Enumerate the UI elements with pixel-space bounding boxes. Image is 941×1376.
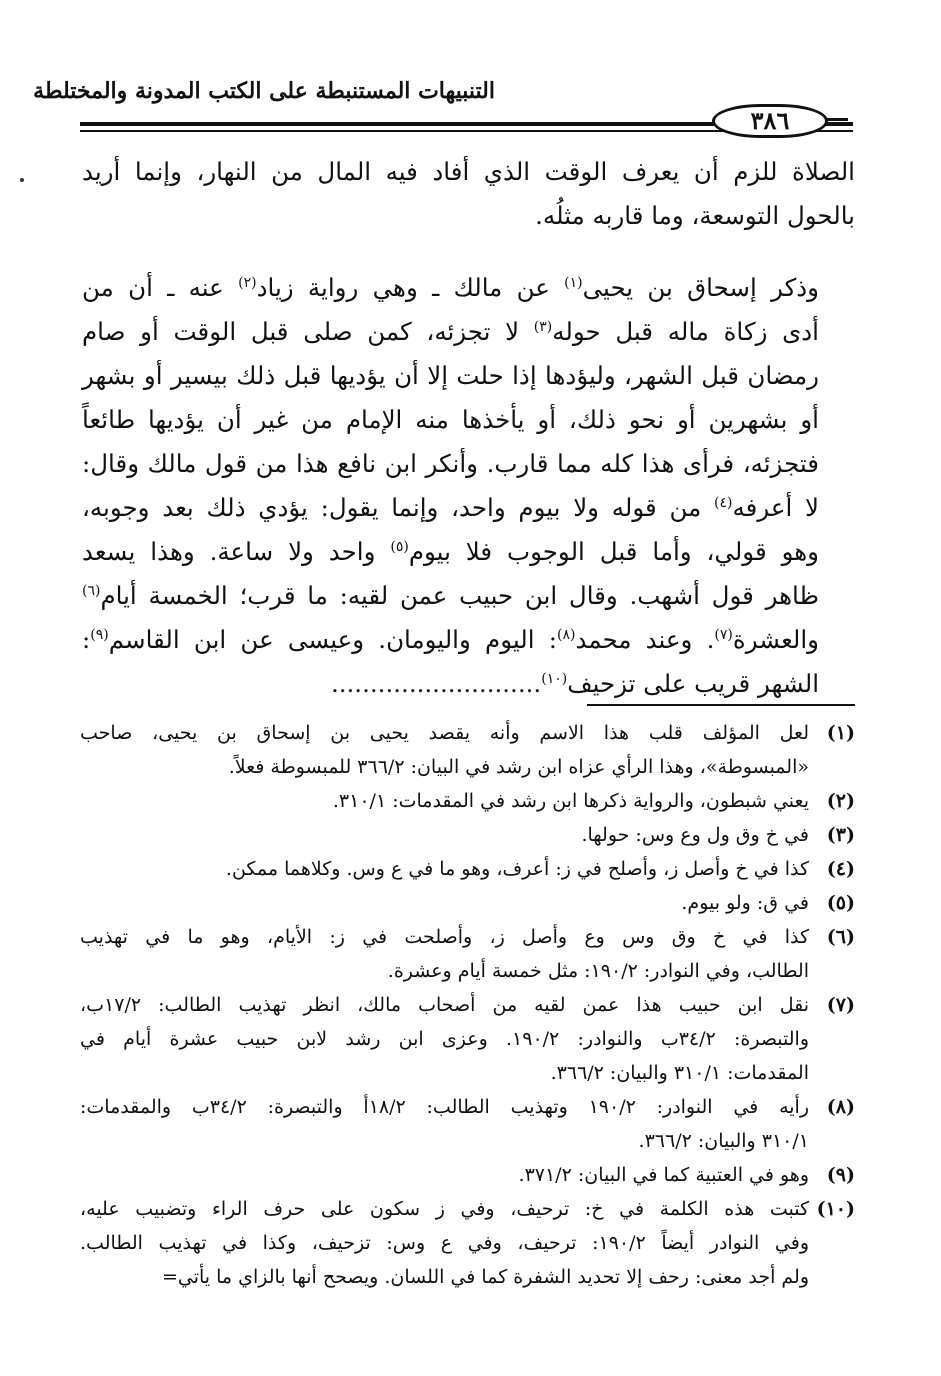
text-run: . وعند محمد: [575, 625, 715, 654]
footnote-divider: [587, 704, 855, 706]
page-number: ٣٨٦: [712, 104, 828, 138]
footnote-number: (١): [826, 722, 855, 744]
footnote-number: (١٠): [816, 1198, 855, 1220]
footnote-line: نقل ابن حبيب هذا عمن لقيه من أصحاب مالك، انظر تهذيب الطالب: ١٧/٢ب،: [80, 994, 809, 1016]
footnote-line: كتبت هذه الكلمة في خ: ترحيف، وفي ز سكون على حرف الراء وتضبيب عليه،: [80, 1198, 809, 1220]
footnote-line: رأيه في النوادر: ١٩٠/٢ وتهذيب الطالب: ١٨/٢أ والتبصرة: ٣٤/٢ب والمقدمات:: [80, 1096, 809, 1118]
text-line: أو بشهرين أو نحو ذلك، أو يأخذها منه الإمام من غير أن يؤديها طائعاً: [82, 405, 819, 434]
footnote-number: (٤): [826, 858, 855, 880]
text-line: [82, 618, 855, 662]
footnotes: [80, 716, 855, 1294]
footnote-3: [80, 818, 855, 852]
footnote-number: (٦): [826, 926, 855, 948]
text-run: وذكر إسحاق بن يحيى: [582, 273, 819, 302]
footnote-number: (٨): [826, 1096, 855, 1118]
footnote-number: (٧): [826, 994, 855, 1016]
text-run: واحد ولا ساعة. وهذا يسعد: [82, 537, 391, 566]
footnote-5: [80, 886, 855, 920]
footnote-10: [80, 1192, 855, 1294]
text-run: : اليوم واليومان. وعيسى عن ابن القاسم: [108, 625, 558, 654]
footnote-number: (٩): [826, 1164, 855, 1186]
footnote-4: [80, 852, 855, 886]
text-line: [82, 310, 855, 354]
page-number-ornament: [826, 118, 848, 121]
footnote-ref: (١٠): [541, 670, 568, 687]
footnote-number: (٣): [826, 824, 855, 846]
footnote-line: كذا في خ وأصل ز، وأصلح في ز: أعرف، وهو ما في ع وس. وكلاهما ممكن.: [225, 858, 809, 880]
footnote-line: والتبصرة: ٣٤/٢ب والنوادر: ١٩٠/٢. وعزى ابن رشد لابن حبيب عشرة أيام في: [80, 1028, 810, 1050]
text-run: عنه ـ أن من: [82, 273, 239, 302]
footnote-ref: (٢): [238, 274, 257, 291]
footnote-line: «المبسوطة»، وهذا الرأي عزاه ابن رشد في البيان: ٣٦٦/٢ للمبسوطة فعلاً.: [228, 756, 809, 778]
footnote-2: [80, 784, 855, 818]
footnote-9: [80, 1158, 855, 1192]
text-line: رمضان قبل الشهر، وليؤدها إذا حلت إلا أن يؤديها قبل ذلك بيسير أو بشهر: [82, 361, 819, 390]
footnote-number: (٢): [826, 790, 855, 812]
text-run: :: [82, 625, 91, 654]
footnote-line: المقدمات: ٣١٠/١ والبيان: ٣٦٦/٢.: [550, 1062, 809, 1084]
footnote-line: الطالب، وفي النوادر: ١٩٠/٢: مثل خمسة أيام وعشرة.: [387, 960, 809, 982]
footnote-line: وهو في العتبية كما في البيان: ٣٧١/٢.: [518, 1164, 809, 1186]
footnote-ref: (٤): [714, 494, 733, 511]
text-run: من قوله ولا بيوم واحد، وإنما يقول: يؤدي ذلك بعد وجوبه،: [82, 493, 715, 522]
footnote-line: ٣١٠/١ والبيان: ٣٦٦/٢.: [638, 1130, 809, 1152]
footnote-ref: (١): [564, 274, 583, 291]
text-line: [82, 266, 855, 310]
footnote-ref: (٦): [82, 582, 101, 599]
footnote-line: في ق: ولو بيوم.: [681, 892, 809, 914]
footnote-line: لعل المؤلف قلب هذا الاسم وأنه يقصد يحيى بن إسحاق بن يحيى، صاحب: [80, 722, 809, 744]
text-line: بالحول التوسعة، وما قاربه مثلُه.: [535, 201, 855, 230]
text-line: الصلاة للزم أن يعرف الوقت الذي أفاد فيه المال من النهار، وإنما أريد: [82, 157, 855, 186]
footnote-line: وفي النوادر أيضاً ١٩٠/٢: ترحيف، وفي ع وس: تزحيف، وكذا في تهذيب الطالب.: [80, 1232, 810, 1254]
footnote-ref: (٨): [557, 626, 576, 643]
text-line: [82, 530, 855, 574]
text-line: [82, 662, 855, 706]
footnote-ref: (٣): [533, 318, 553, 335]
text-run: لا تجزئه، كمن صلى قبل الوقت أو صام: [82, 317, 534, 346]
text-run: وهو قولي، وأما قبل الوجوب فلا بيوم: [408, 537, 819, 566]
footnote-number: (٥): [826, 892, 855, 914]
text-line: فتجزئه، فرأى هذا كله مما قارب. وأنكر ابن نافع هذا من قول مالك وقال:: [82, 449, 819, 478]
main-text: [82, 150, 855, 706]
leader-dots: ...........................: [330, 669, 542, 698]
footnote-line: في خ وق ول وع وس: حولها.: [581, 824, 809, 846]
text-line: [82, 486, 855, 530]
footnote-line: ولم أجد معنى: رحف إلا تحديد الشفرة كما في اللسان. ويصحح أنها بالزاي ما يأتي=: [161, 1266, 809, 1288]
margin-speck: [20, 178, 24, 182]
footnote-7: [80, 988, 855, 1090]
text-run: أدى زكاة ماله قبل حوله: [552, 317, 819, 346]
text-run: والعشرة: [732, 625, 820, 654]
paragraph-1: [82, 150, 855, 238]
footnote-ref: (٥): [390, 538, 409, 555]
footnote-line: يعني شبطون، والرواية ذكرها ابن رشد في المقدمات: ٣١٠/١.: [332, 790, 809, 812]
footnote-1: [80, 716, 855, 784]
footnote-8: [80, 1090, 855, 1158]
footnote-ref: (٧): [714, 626, 733, 643]
text-run: عن مالك ـ وهي رواية زياد: [256, 273, 565, 302]
text-run: الشهر قريب على تزحيف: [567, 669, 819, 698]
footnote-ref: (٩): [90, 626, 109, 643]
text-run: ظاهر قول أشهب. وقال ابن حبيب عمن لقيه: ما قرب؛ الخمسة أيام: [100, 581, 819, 610]
running-header-title: التنبيهات المستنبطة على الكتب المدونة والمختلطة: [33, 78, 495, 104]
footnote-line: كذا في خ وق وس وع وأصل ز، وأصلحت في ز: الأيام، وهو ما في تهذيب: [80, 926, 809, 948]
footnote-6: [80, 920, 855, 988]
text-line: [82, 574, 855, 618]
paragraph-2: [82, 266, 855, 706]
text-run: لا أعرفه: [732, 493, 820, 522]
